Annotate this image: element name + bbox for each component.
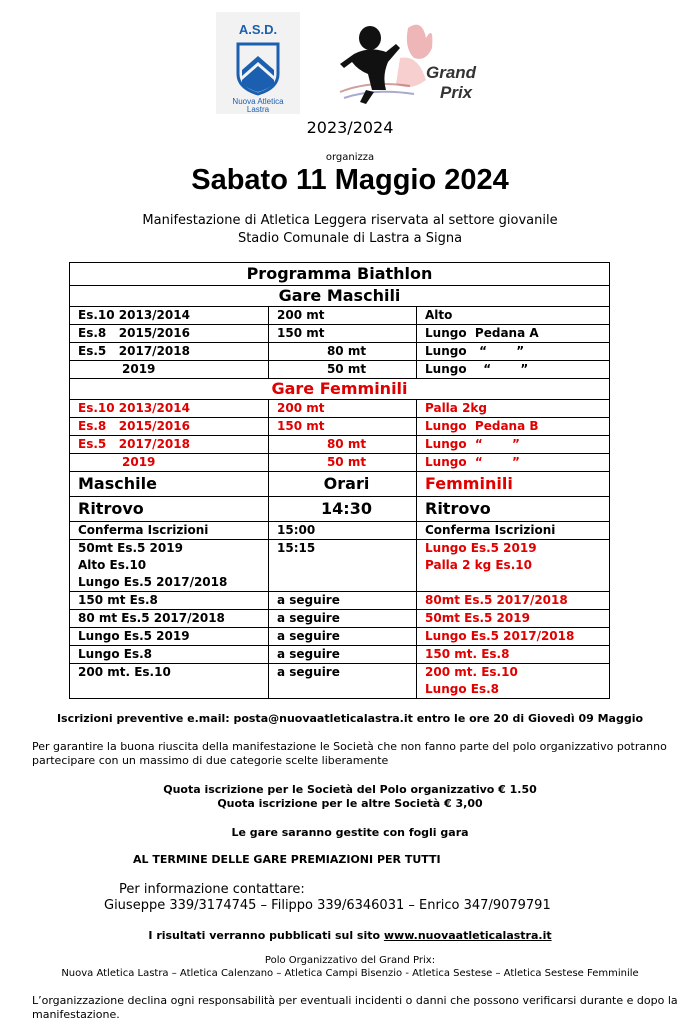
category-cell: Es.10 2013/2014 — [70, 307, 269, 325]
grand-prix-logo — [330, 18, 500, 106]
male-event: Lungo Es.5 2019 — [70, 628, 269, 646]
event-venue: Stadio Comunale di Lastra a Signa — [237, 231, 463, 246]
female-schedule-header: Femminili — [417, 472, 610, 497]
male-section-header: Gare Maschili — [70, 286, 610, 307]
event-date-title: Sabato 11 Maggio 2024 — [191, 164, 509, 196]
table-cell-line: 200 mt. Es.10 — [425, 665, 518, 679]
meeting-label-female: Ritrovo — [417, 497, 610, 522]
event-cell: Lungo Pedana B — [417, 418, 610, 436]
event-cell: Lungo “ ” — [417, 436, 610, 454]
season: 2023/2024 — [306, 118, 394, 137]
distance-cell: 200 mt — [269, 307, 417, 325]
distance-cell: 80 mt — [269, 343, 417, 361]
table-row — [70, 592, 610, 610]
event-time: a seguire — [269, 628, 417, 646]
table-row — [70, 325, 610, 343]
female-section-header: Gare Femminili — [70, 379, 610, 400]
table-cell-line: Lungo Es.5 2017/2018 — [78, 575, 228, 589]
table-row — [70, 472, 610, 497]
table-row — [70, 263, 610, 286]
distance-cell: 200 mt — [269, 400, 417, 418]
female-event: 150 mt. Es.8 — [417, 646, 610, 664]
table-row — [70, 418, 610, 436]
table-row — [70, 610, 610, 628]
female-events-block — [417, 540, 610, 592]
meeting-time: 14:30 — [269, 497, 417, 522]
results-website-link[interactable]: www.nuovaatleticalastra.it — [383, 929, 552, 942]
table-row — [70, 361, 610, 379]
table-row — [70, 400, 610, 418]
table-row — [70, 436, 610, 454]
event-cell: Lungo “ ” — [417, 454, 610, 472]
table-cell-line: Palla 2 kg Es.10 — [425, 558, 532, 572]
awards-note: AL TERMINE DELLE GARE PREMIAZIONI PER TUTTI — [133, 853, 441, 866]
female-event: 80mt Es.5 2017/2018 — [417, 592, 610, 610]
table-row — [70, 522, 610, 540]
event-time: a seguire — [269, 646, 417, 664]
table-row — [70, 540, 610, 592]
grand-prix-logo-line2: Prix — [440, 83, 473, 102]
confirm-time: 15:00 — [269, 522, 417, 540]
polo-title: Polo Organizzativo del Grand Prix: — [264, 955, 436, 966]
event-cell: Alto — [417, 307, 610, 325]
table-cell-line: Lungo Es.8 — [425, 682, 499, 696]
disclaimer: L’organizzazione declina ogni responsabilità per eventuali incidenti o danni che possono verificarsi durante e dopo la manifestazione. — [32, 994, 678, 1021]
results-note — [0, 929, 700, 942]
table-row — [70, 343, 610, 361]
distance-cell: 80 mt — [269, 436, 417, 454]
asd-nuova-atletica-lastra-logo — [216, 12, 300, 114]
event-time: a seguire — [269, 664, 417, 699]
confirm-label-female: Conferma Iscrizioni — [417, 522, 610, 540]
results-prefix: I risultati verranno pubblicati sul sito — [148, 929, 384, 942]
male-event: Lungo Es.8 — [70, 646, 269, 664]
table-row — [70, 664, 610, 699]
male-events-block — [70, 540, 269, 592]
table-cell-line: 50mt Es.5 2019 — [78, 541, 183, 555]
registration-info: Iscrizioni preventive e.mail: posta@nuovaatleticalastra.it entro le ore 20 di Giovedì 09 Maggio — [56, 712, 644, 725]
event-cell: Lungo “ ” — [417, 343, 610, 361]
event-cell: Lungo “ ” — [417, 361, 610, 379]
distance-cell: 150 mt — [269, 325, 417, 343]
category-cell: Es.10 2013/2014 — [70, 400, 269, 418]
male-event: 150 mt Es.8 — [70, 592, 269, 610]
table-row — [70, 454, 610, 472]
race-sheets-note: Le gare saranno gestite con fogli gara — [231, 826, 469, 839]
event-time: a seguire — [269, 610, 417, 628]
grand-prix-logo-line1: Grand — [426, 63, 477, 82]
distance-cell: 50 mt — [269, 454, 417, 472]
male-event: 200 mt. Es.10 — [70, 664, 269, 699]
category-cell: 2019 — [70, 454, 269, 472]
times-header: Orari — [269, 472, 417, 497]
contact-numbers: Giuseppe 339/3174745 – Filippo 339/6346031 – Enrico 347/9079791 — [104, 898, 551, 913]
contact-label: Per informazione contattare: — [119, 882, 305, 897]
table-row — [70, 497, 610, 522]
category-cell: Es.8 2015/2016 — [70, 325, 269, 343]
fee-polo: Quota iscrizione per le Società del Polo organizzativo € 1.50 — [163, 783, 537, 796]
asd-logo-name-line2: Lastra — [246, 105, 270, 114]
fee-others: Quota iscrizione per le altre Società € 3,00 — [217, 797, 483, 810]
event-cell: Lungo Pedana A — [417, 325, 610, 343]
participation-note: Per garantire la buona riuscita della manifestazione le Società che non fanno parte del polo organizzativo potranno partecipare con un massimo di due categorie scelte liberamente — [32, 740, 667, 767]
table-row — [70, 646, 610, 664]
polo-members: Nuova Atletica Lastra – Atletica Calenzano – Atletica Campi Bisenzio - Atletica Sestese – Atletica Sestese Femminile — [61, 968, 639, 979]
table-cell-line: Lungo Es.5 2019 — [425, 541, 537, 555]
female-event: 50mt Es.5 2019 — [417, 610, 610, 628]
category-cell: Es.5 2017/2018 — [70, 436, 269, 454]
table-row — [70, 628, 610, 646]
organizza-label: organizza — [325, 152, 375, 163]
block-time: 15:15 — [269, 540, 417, 592]
female-event: Lungo Es.5 2017/2018 — [417, 628, 610, 646]
asd-logo-top-text: A.S.D. — [238, 22, 278, 37]
confirm-label-male: Conferma Iscrizioni — [70, 522, 269, 540]
asd-logo-name-line1: Nuova Atletica — [232, 97, 284, 106]
event-description: Manifestazione di Atletica Leggera riservata al settore giovanile — [142, 213, 558, 228]
table-row — [70, 379, 610, 400]
event-time: a seguire — [269, 592, 417, 610]
category-cell: Es.8 2015/2016 — [70, 418, 269, 436]
table-row — [70, 307, 610, 325]
table-cell-line: Alto Es.10 — [78, 558, 147, 572]
program-table — [69, 262, 610, 699]
distance-cell: 150 mt — [269, 418, 417, 436]
table-row — [70, 286, 610, 307]
program-title: Programma Biathlon — [70, 263, 610, 286]
event-cell: Palla 2kg — [417, 400, 610, 418]
category-cell: 2019 — [70, 361, 269, 379]
male-event: 80 mt Es.5 2017/2018 — [70, 610, 269, 628]
female-event — [417, 664, 610, 699]
distance-cell: 50 mt — [269, 361, 417, 379]
meeting-label-male: Ritrovo — [70, 497, 269, 522]
category-cell: Es.5 2017/2018 — [70, 343, 269, 361]
male-schedule-header: Maschile — [70, 472, 269, 497]
